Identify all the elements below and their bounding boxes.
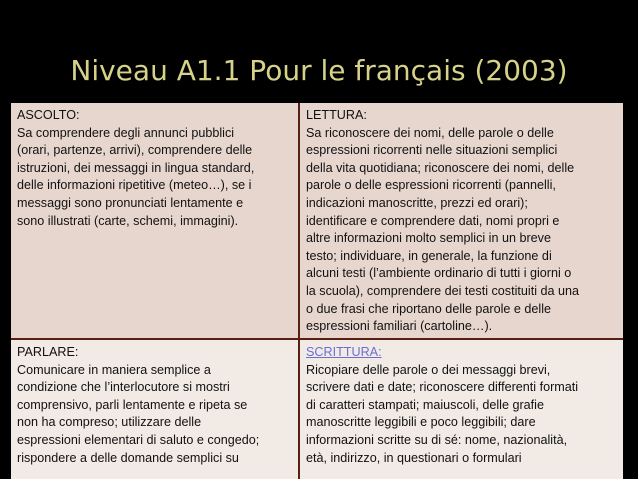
cell-scrittura <box>300 340 623 479</box>
cell-body-ascolto: Sa comprendere degli annunci pubblici (orari, partenze, arrivi), comprendere delle istruzioni, dei messaggi in lingua standard, delle informazioni ripetitive (meteo…), se i messaggi sono pronunciati lentamente e sono illustrati (carte, schemi, immagini). <box>17 125 255 228</box>
cell-heading-parlare: PARLARE: <box>17 345 79 359</box>
cell-lettura <box>300 103 623 338</box>
cell-ascolto <box>11 103 300 338</box>
slide-title: Niveau A1.1 Pour le français (2003) <box>70 54 568 87</box>
cell-body-scrittura: Ricopiare delle parole o dei messaggi brevi, scrivere dati e date; riconoscere differenti formati di caratteri stampati; maiuscoli, delle grafie manoscritte leggibili e poco leggibili; dare informazioni scritte su di sé: nome, nazionalità, età, indirizzo, in questionari o formulari <box>306 362 579 465</box>
cell-heading-lettura: LETTURA: <box>306 108 367 122</box>
cell-body-parlare: Comunicare in maniera semplice a condizione che l’interlocutore si mostri comprensivo, parli lentamente e ripeta se non ha compreso; utilizzare delle espressioni elementari di saluto e congedo; rispondere a delle domande semplici su <box>17 362 260 465</box>
cell-body-lettura: Sa riconoscere dei nomi, delle parole o delle espressioni ricorrenti nelle situazioni semplici della vita quotidiana; riconoscere dei nomi, delle parole o delle espressioni ricorrenti (pannelli, indicazioni manoscritte, prezzi ed orari); identificare e comprendere dati, nomi propri e altre informazioni molto semplici in un breve testo; individuare, in generale, la funzione di alcuni testi (l’ambiente ordinario di tutti i giorni o la scuola), comprendere dei testi costituiti da una o due frasi che riportano delle parole e delle espressioni familiari (cartoline…). <box>306 125 580 334</box>
cell-heading-scrittura-link[interactable]: SCRITTURA: <box>306 345 382 359</box>
cell-parlare <box>11 340 300 479</box>
cell-heading-ascolto: ASCOLTO: <box>17 108 80 122</box>
